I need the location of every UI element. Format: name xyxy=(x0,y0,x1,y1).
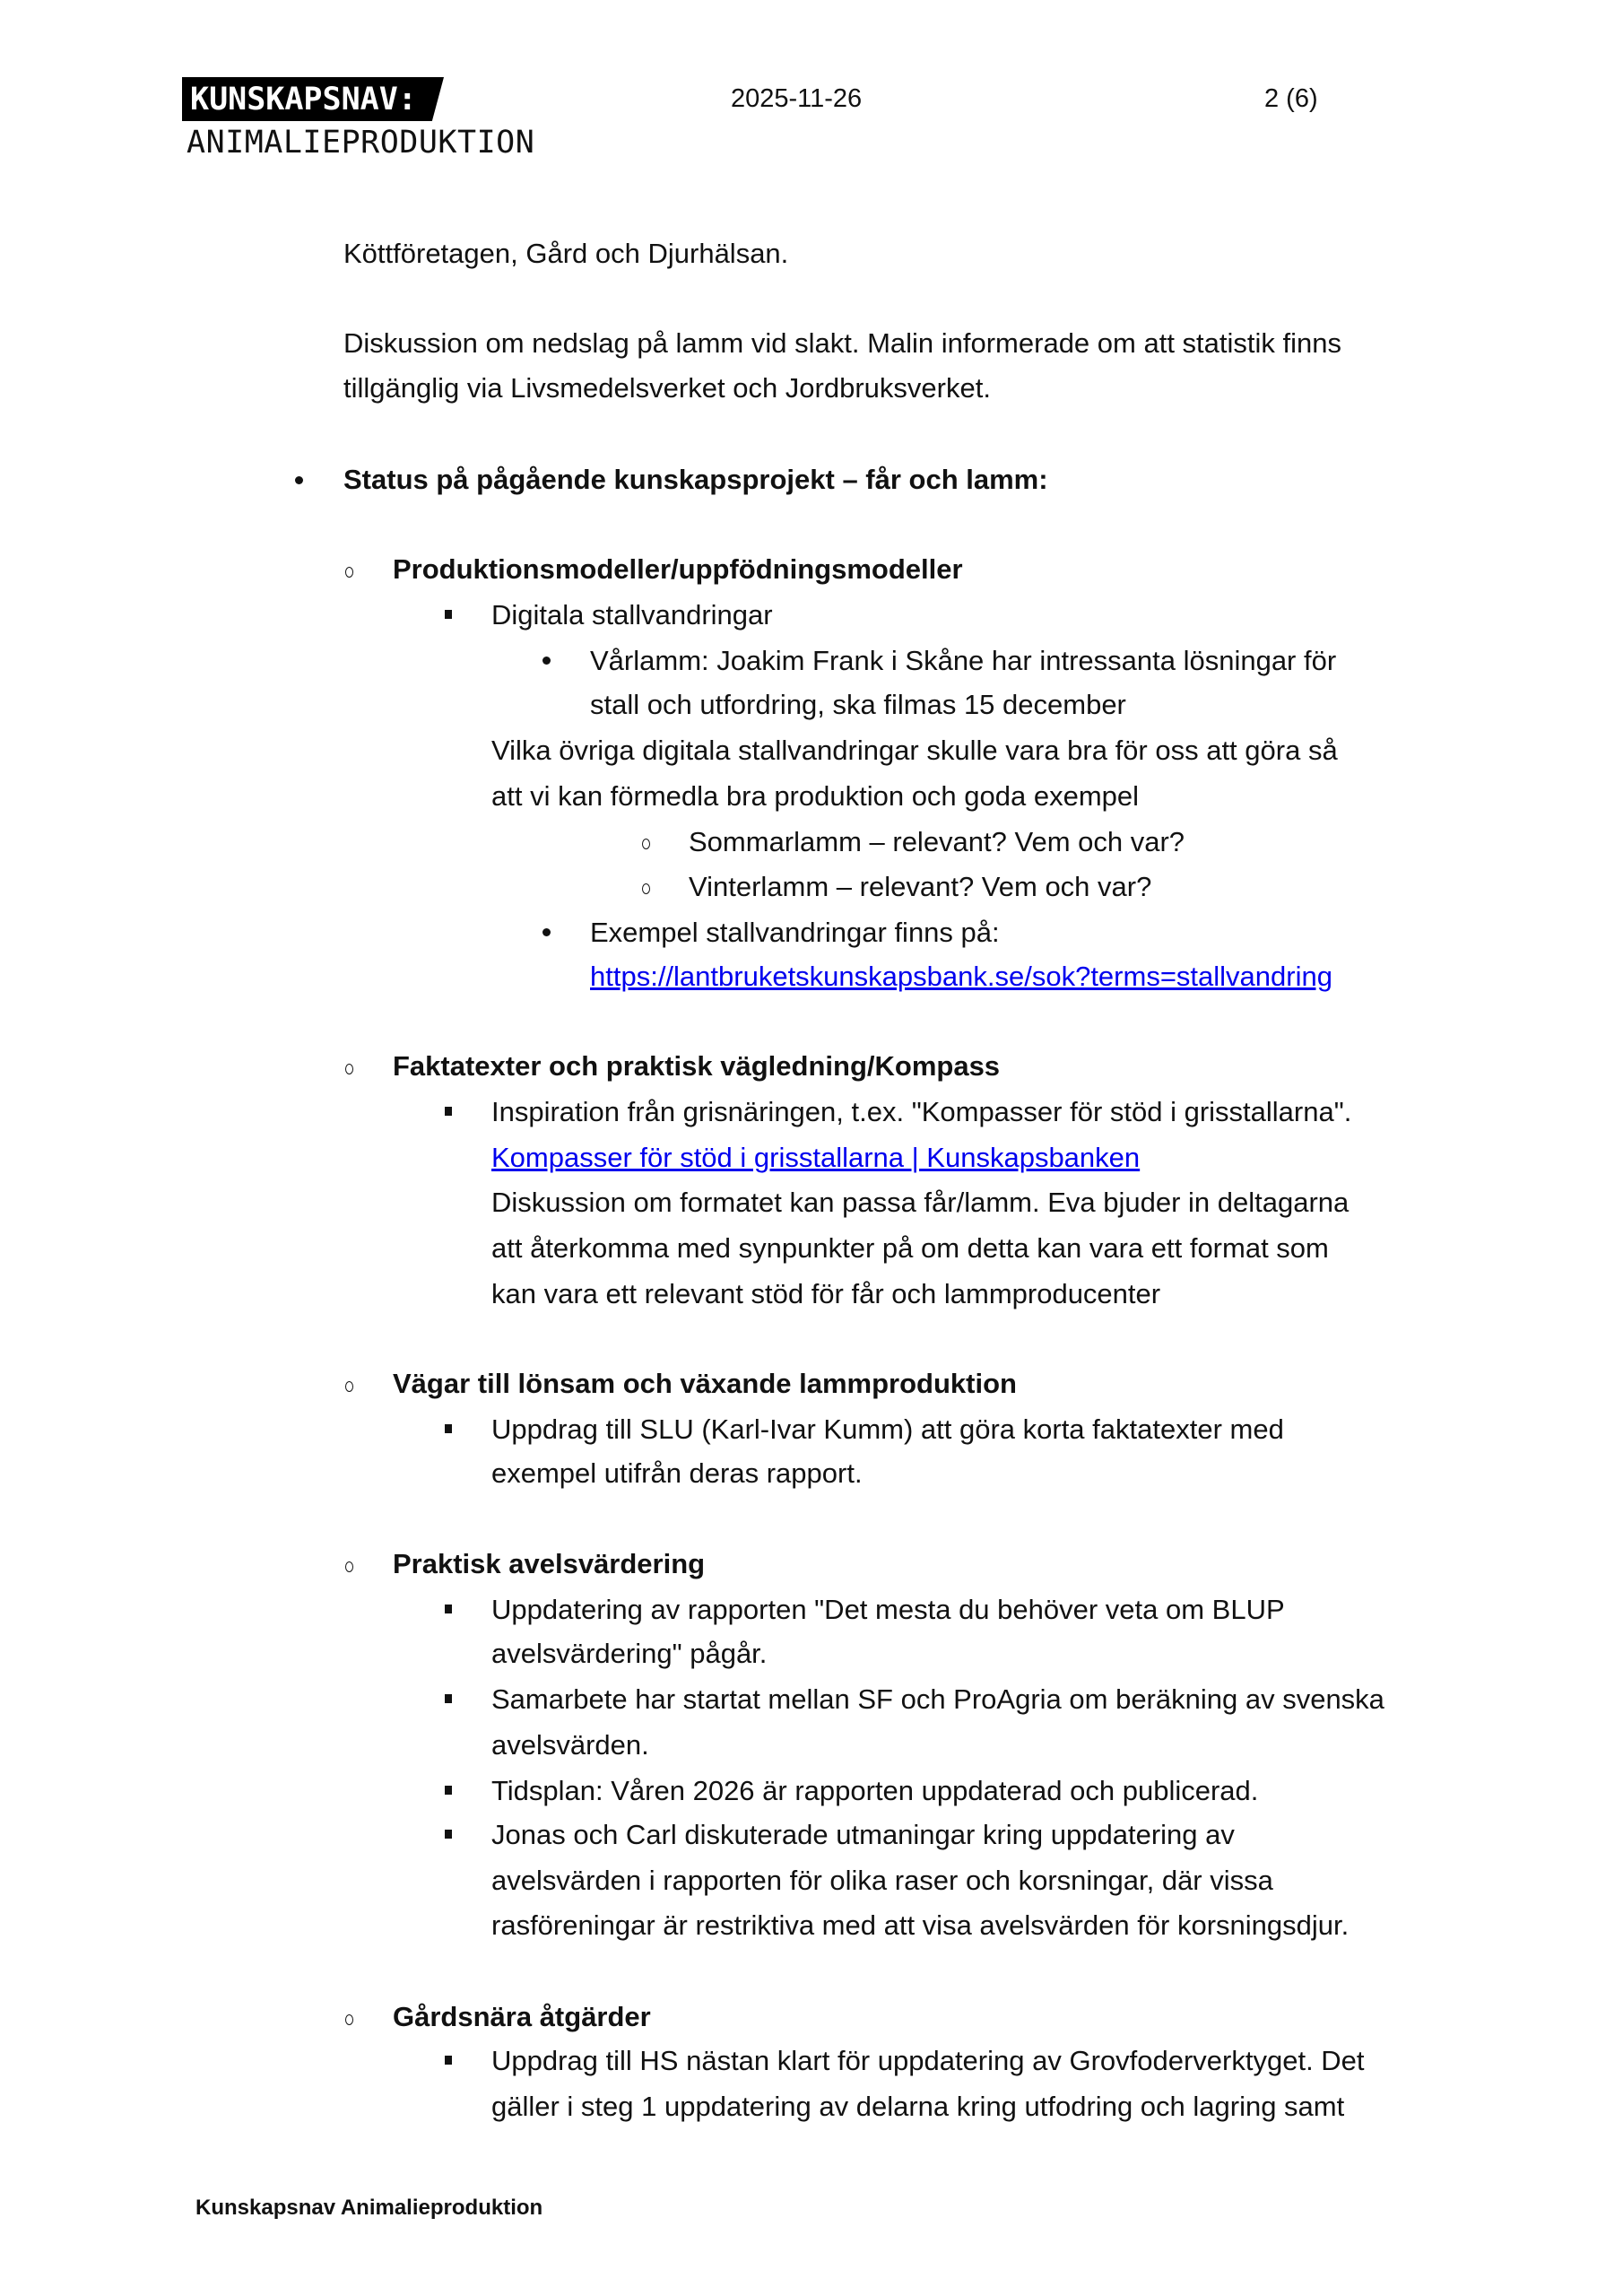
bullet-square-icon xyxy=(445,1107,452,1116)
list-item: Tidsplan: Våren 2026 är rapporten uppdaterad och publicerad. xyxy=(491,1775,1259,1806)
bullet-circle-icon xyxy=(345,1064,353,1074)
bullet-square-icon xyxy=(445,1786,452,1795)
discussion-text: kan vara ett relevant stöd för får och lammproducenter xyxy=(491,1278,1161,1309)
list-item-continued: stall och utfordring, ska filmas 15 december xyxy=(590,689,1126,720)
bullet-square-icon xyxy=(445,1694,452,1703)
bullet-disc-icon xyxy=(542,657,551,665)
bullet-circle-icon xyxy=(345,1381,353,1392)
list-item: Uppdrag till SLU (Karl-Ivar Kumm) att göra korta faktatexter med xyxy=(491,1413,1284,1445)
list-item: Uppdrag till HS nästan klart för uppdatering av Grovfoderverktyget. Det xyxy=(491,2045,1365,2076)
stallvandring-link[interactable]: https://lantbruketskunskapsbank.se/sok?terms=stallvandring xyxy=(590,961,1332,992)
discussion-line: Diskussion om nedslag på lamm vid slakt. Malin informerade om att statistik finns xyxy=(343,327,1341,359)
list-item: Vårlamm: Joakim Frank i Skåne har intressanta lösningar för xyxy=(590,645,1337,676)
list-item-continued: avelsvärden. xyxy=(491,1729,649,1761)
bullet-disc-icon xyxy=(542,928,551,936)
list-item-continued: avelsvärdering" pågår. xyxy=(491,1638,768,1669)
section-heading: Praktisk avelsvärdering xyxy=(393,1548,706,1579)
intro-line: Köttföretagen, Gård och Djurhälsan. xyxy=(343,238,789,269)
section-heading: Vägar till lönsam och växande lammproduktion xyxy=(393,1368,1017,1399)
kompasser-link[interactable]: Kompasser för stöd i grisstallarna | Kunskapsbanken xyxy=(491,1142,1141,1173)
bullet-circle-icon xyxy=(345,2014,353,2025)
question-text: att vi kan förmedla bra produktion och goda exempel xyxy=(491,780,1140,812)
page-number: 2 (6) xyxy=(1264,84,1318,113)
list-item-continued: gäller i steg 1 uppdatering av delarna kring utfodring och lagring samt xyxy=(491,2091,1345,2122)
list-item: Samarbete har startat mellan SF och ProAgria om beräkning av svenska xyxy=(491,1683,1384,1715)
section-heading: Faktatexter och praktisk vägledning/Kompass xyxy=(393,1050,1001,1082)
section-heading: Gårdsnära åtgärder xyxy=(393,2001,651,2032)
logo-title: KUNSKAPSNAV: xyxy=(190,82,417,117)
example-label: Exempel stallvandringar finns på: xyxy=(590,917,1000,948)
bullet-disc-icon xyxy=(295,476,303,484)
discussion-text: att återkomma med synpunkter på om detta kan vara ett format som xyxy=(491,1232,1329,1264)
list-item: Uppdatering av rapporten "Det mesta du behöver veta om BLUP xyxy=(491,1594,1285,1625)
bullet-circle-icon xyxy=(642,839,650,849)
footer-text: Kunskapsnav Animalieproduktion xyxy=(195,2196,543,2220)
discussion-line: tillgänglig via Livsmedelsverket och Jordbruksverket. xyxy=(343,372,991,404)
bullet-square-icon xyxy=(445,610,452,619)
list-item: Inspiration från grisnäringen, t.ex. "Kompasser för stöd i grisstallarna". xyxy=(491,1096,1352,1127)
list-item: Jonas och Carl diskuterade utmaningar kring uppdatering av xyxy=(491,1819,1235,1850)
bullet-circle-icon xyxy=(345,1561,353,1572)
document-date: 2025-11-26 xyxy=(731,84,863,113)
question-text: Vilka övriga digitala stallvandringar skulle vara bra för oss att göra så xyxy=(491,735,1338,766)
discussion-text: Diskussion om formatet kan passa får/lamm. Eva bjuder in deltagarna xyxy=(491,1187,1350,1218)
list-item-continued: exempel utifrån deras rapport. xyxy=(491,1457,863,1489)
list-item-continued: avelsvärden i rapporten för olika raser och korsningar, där vissa xyxy=(491,1865,1273,1896)
option-item: Vinterlamm – relevant? Vem och var? xyxy=(689,871,1152,902)
bullet-square-icon xyxy=(445,1605,452,1613)
list-item: Digitala stallvandringar xyxy=(491,599,773,631)
list-item-continued: rasföreningar är restriktiva med att visa avelsvärden för korsningsdjur. xyxy=(491,1909,1350,1941)
bullet-square-icon xyxy=(445,1830,452,1839)
bullet-circle-icon xyxy=(642,883,650,894)
bullet-circle-icon xyxy=(345,567,353,578)
option-item: Sommarlamm – relevant? Vem och var? xyxy=(689,826,1185,857)
bullet-square-icon xyxy=(445,2056,452,2065)
logo-subtitle: ANIMALIEPRODUKTION xyxy=(187,125,535,161)
section-heading: Produktionsmodeller/uppfödningsmodeller xyxy=(393,553,963,585)
status-heading: Status på pågående kunskapsprojekt – får och lamm: xyxy=(343,464,1048,495)
bullet-square-icon xyxy=(445,1424,452,1433)
